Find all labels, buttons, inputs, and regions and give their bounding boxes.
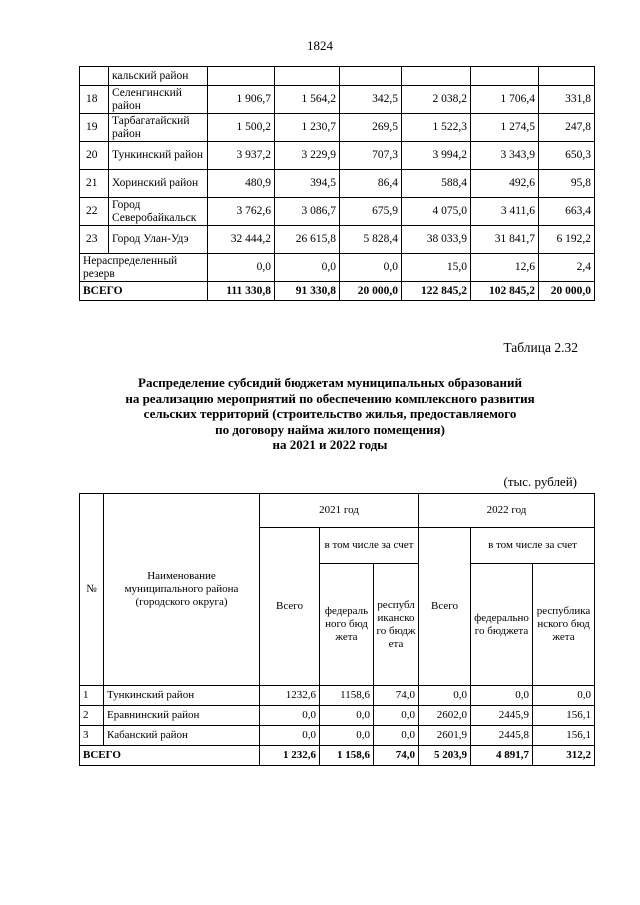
row-number: 19: [80, 114, 109, 142]
value-cell: 1 274,5: [471, 114, 539, 142]
row-name: Город Северобайкальск: [109, 198, 208, 226]
value-cell: 480,9: [208, 170, 275, 198]
value-cell: 0,0: [260, 706, 320, 726]
value-cell: 492,6: [471, 170, 539, 198]
row-name: Кабанский район: [104, 726, 260, 746]
table-row: [80, 170, 595, 198]
value-cell: 1 230,7: [275, 114, 340, 142]
value-cell: 0,0: [340, 254, 402, 282]
value-cell: 111 330,8: [208, 282, 275, 301]
table-row: [80, 198, 595, 226]
value-cell: [471, 67, 539, 86]
value-cell: 1158,6: [320, 686, 374, 706]
total-row: [80, 746, 595, 766]
value-cell: 0,0: [320, 726, 374, 746]
value-cell: 0,0: [374, 706, 419, 726]
value-cell: 156,1: [533, 726, 595, 746]
value-cell: 0,0: [533, 686, 595, 706]
value-cell: 102 845,2: [471, 282, 539, 301]
value-cell: 4 075,0: [402, 198, 471, 226]
value-cell: 1 158,6: [320, 746, 374, 766]
value-cell: 663,4: [539, 198, 595, 226]
value-cell: 0,0: [208, 254, 275, 282]
value-cell: 38 033,9: [402, 226, 471, 254]
value-cell: [275, 67, 340, 86]
value-cell: 3 937,2: [208, 142, 275, 170]
unit-note: (тыс. рублей): [503, 474, 577, 489]
value-cell: 20 000,0: [539, 282, 595, 301]
value-cell: [340, 67, 402, 86]
row-number: [80, 67, 109, 86]
table-row: [80, 142, 595, 170]
row-number: 21: [80, 170, 109, 198]
value-cell: 4 891,7: [471, 746, 533, 766]
value-cell: 74,0: [374, 746, 419, 766]
value-cell: 32 444,2: [208, 226, 275, 254]
allocation-table-continued: [79, 66, 595, 301]
value-cell: 122 845,2: [402, 282, 471, 301]
header-incl-2022: в том числе за счет: [471, 528, 595, 564]
table-row: [80, 686, 595, 706]
value-cell: 2445,8: [471, 726, 533, 746]
title-line: Распределение субсидий бюджетам муниципальных образований: [138, 375, 522, 390]
value-cell: 0,0: [471, 686, 533, 706]
value-cell: 31 841,7: [471, 226, 539, 254]
total-row: [80, 282, 595, 301]
value-cell: 0,0: [419, 686, 471, 706]
value-cell: 331,8: [539, 86, 595, 114]
reserve-row: [80, 254, 595, 282]
value-cell: 342,5: [340, 86, 402, 114]
row-name: Еравнинский район: [104, 706, 260, 726]
value-cell: 1 906,7: [208, 86, 275, 114]
value-cell: 156,1: [533, 706, 595, 726]
value-cell: 269,5: [340, 114, 402, 142]
row-name: Город Улан-Удэ: [109, 226, 208, 254]
total-label: ВСЕГО: [80, 746, 260, 766]
row-name: Хоринский район: [109, 170, 208, 198]
value-cell: 3 994,2: [402, 142, 471, 170]
value-cell: 12,6: [471, 254, 539, 282]
value-cell: 1 706,4: [471, 86, 539, 114]
row-number: 1: [80, 686, 104, 706]
value-cell: 3 762,6: [208, 198, 275, 226]
value-cell: 2445,9: [471, 706, 533, 726]
title-line: на 2021 и 2022 годы: [272, 437, 388, 452]
value-cell: 3 086,7: [275, 198, 340, 226]
header-num: №: [80, 494, 104, 686]
table-row: [80, 226, 595, 254]
row-number: 22: [80, 198, 109, 226]
total-label: ВСЕГО: [80, 282, 208, 301]
header-total-2021: Всего: [260, 528, 320, 686]
header-incl-2021: в том числе за счет: [320, 528, 419, 564]
value-cell: 0,0: [320, 706, 374, 726]
value-cell: 6 192,2: [539, 226, 595, 254]
page-number: 1824: [307, 38, 333, 53]
value-cell: 91 330,8: [275, 282, 340, 301]
value-cell: 2,4: [539, 254, 595, 282]
table-row: [80, 67, 595, 86]
value-cell: 707,3: [340, 142, 402, 170]
value-cell: 1 232,6: [260, 746, 320, 766]
row-name: кальский район: [109, 67, 208, 86]
value-cell: 312,2: [533, 746, 595, 766]
subsidy-table: [79, 493, 595, 766]
row-number: 18: [80, 86, 109, 114]
value-cell: 5 828,4: [340, 226, 402, 254]
row-number: 2: [80, 706, 104, 726]
value-cell: 95,8: [539, 170, 595, 198]
value-cell: 20 000,0: [340, 282, 402, 301]
row-name: Тункинский район: [104, 686, 260, 706]
value-cell: 1 564,2: [275, 86, 340, 114]
table-row: [80, 114, 595, 142]
header-rep-2022: республиканского бюджета: [533, 564, 595, 686]
title-line: по договору найма жилого помещения): [215, 421, 445, 437]
value-cell: 0,0: [260, 726, 320, 746]
table-label: Таблица 2.32: [503, 340, 578, 355]
value-cell: 247,8: [539, 114, 595, 142]
value-cell: 1232,6: [260, 686, 320, 706]
value-cell: 1 522,3: [402, 114, 471, 142]
value-cell: 1 500,2: [208, 114, 275, 142]
title-line: сельских территорий (строительство жилья, предоставляемого: [143, 406, 517, 421]
header-fed-2022: федерального бюджета: [471, 564, 533, 686]
value-cell: 15,0: [402, 254, 471, 282]
table-row: [80, 86, 595, 114]
header-year-2022: 2022 год: [419, 494, 595, 528]
header-fed-2021: федерального бюджета: [320, 564, 374, 686]
reserve-label: Нераспределенный резерв: [80, 254, 208, 282]
table-title: [60, 375, 600, 453]
value-cell: 0,0: [275, 254, 340, 282]
row-number: 20: [80, 142, 109, 170]
table-row: [80, 726, 595, 746]
row-name: Тункинский район: [109, 142, 208, 170]
value-cell: [402, 67, 471, 86]
table-row: [80, 706, 595, 726]
value-cell: 3 343,9: [471, 142, 539, 170]
value-cell: 650,3: [539, 142, 595, 170]
title-line: на реализацию мероприятий по обеспечению комплексного развития: [125, 390, 535, 406]
value-cell: 588,4: [402, 170, 471, 198]
value-cell: 74,0: [374, 686, 419, 706]
value-cell: 675,9: [340, 198, 402, 226]
value-cell: 26 615,8: [275, 226, 340, 254]
value-cell: [208, 67, 275, 86]
value-cell: 2601,9: [419, 726, 471, 746]
row-number: 3: [80, 726, 104, 746]
row-name: Тарбагатайский район: [109, 114, 208, 142]
value-cell: 5 203,9: [419, 746, 471, 766]
value-cell: 0,0: [374, 726, 419, 746]
value-cell: 86,4: [340, 170, 402, 198]
value-cell: 3 229,9: [275, 142, 340, 170]
row-name: Селенгинский район: [109, 86, 208, 114]
value-cell: 3 411,6: [471, 198, 539, 226]
header-total-2022: Всего: [419, 528, 471, 686]
row-number: 23: [80, 226, 109, 254]
value-cell: 2 038,2: [402, 86, 471, 114]
header-name: Наименование муниципального района (городского округа): [104, 494, 260, 686]
header-rep-2021: республиканского бюджета: [374, 564, 419, 686]
value-cell: 394,5: [275, 170, 340, 198]
value-cell: 2602,0: [419, 706, 471, 726]
header-year-2021: 2021 год: [260, 494, 419, 528]
value-cell: [539, 67, 595, 86]
